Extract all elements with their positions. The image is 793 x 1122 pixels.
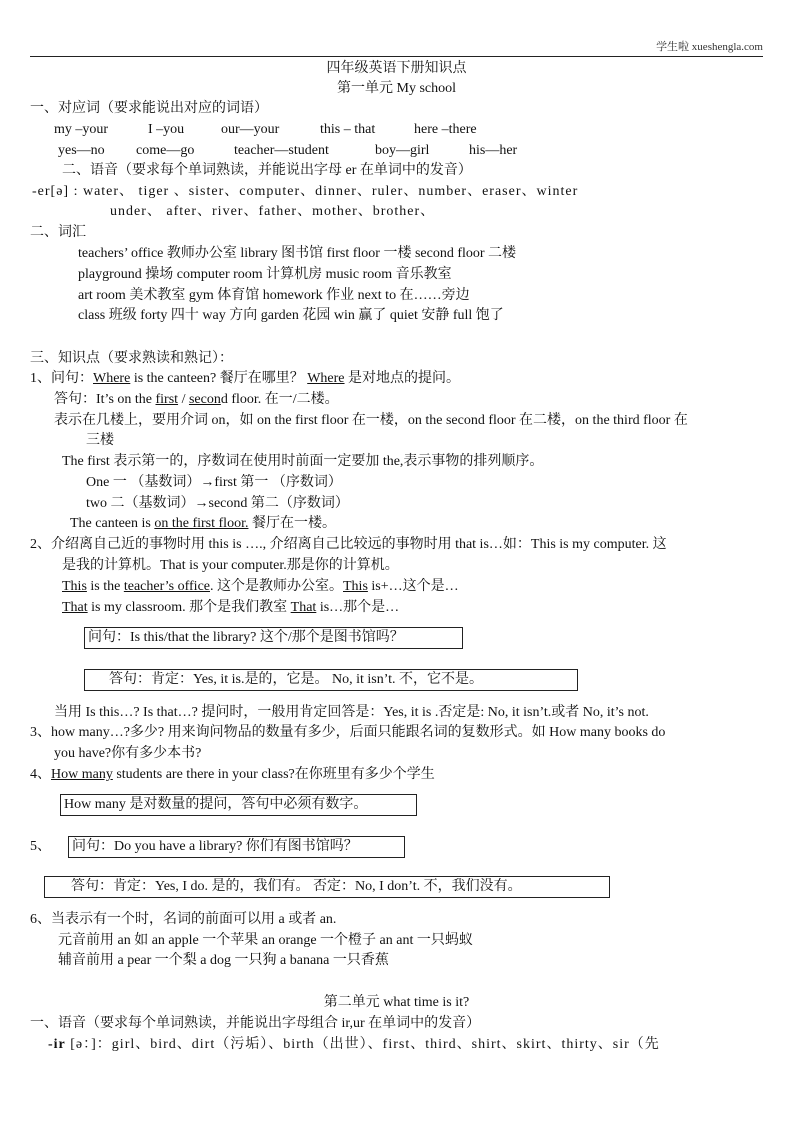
- pair: yes—no: [58, 143, 105, 158]
- example-line: [70, 515, 336, 533]
- explain-line: The first 表示第一的，序数词在使用时前面一定要加 the,表示事物的排列顺序。: [62, 454, 544, 469]
- section-heading: 二、语音（要求每个单词熟读，并能说出字母 er 在单词中的发音）: [62, 163, 472, 178]
- doc-title: 四年级英语下册知识点: [326, 61, 467, 76]
- vocab-line: art room 美术教室 gym 体育馆 homework 作业 next to 在……旁边: [78, 288, 470, 303]
- text-line: 辅音前用 a pear 一个梨 a dog 一只狗 a banana 一只香蕉: [58, 953, 389, 968]
- note-line: 当用 Is this…? Is that…? 提问时，一般用肯定回答是：Yes, it is .否定是: No, it isn’t.或者 No, it’s not.: [54, 705, 649, 720]
- knowledge-point-6: 6、当表示有一个时，名词的前面可以用 a 或者 an.: [30, 912, 337, 927]
- text: The canteen is: [70, 516, 155, 531]
- question-box: 问句：Is this/that the library? 这个/那个是图书馆吗？: [84, 627, 463, 649]
- underlined-word: secon: [188, 392, 221, 407]
- underlined-word: Where: [307, 371, 345, 386]
- pair: boy—girl: [375, 143, 430, 158]
- text: is…那个是…: [316, 600, 400, 615]
- text: is the: [86, 579, 124, 594]
- item-number: 1、: [30, 371, 51, 386]
- pair: my –your: [54, 122, 109, 137]
- text: is the canteen? 餐厅在哪里？: [130, 371, 308, 386]
- underlined-phrase: on the first floor.: [154, 516, 249, 531]
- text: 餐厅在一楼。: [248, 516, 336, 531]
- text: . 这个是教师办公室。: [210, 579, 343, 594]
- text: /: [178, 392, 189, 407]
- underlined-word: That: [62, 600, 88, 615]
- answer-box: 答句：肯定：Yes, it is.是的，它是。 No, it isn’t. 不，它不是。: [84, 669, 578, 691]
- text: d floor. 在一/二楼。: [220, 392, 339, 407]
- ordinal-line: One 一 （基数词）→first 第一 （序数词）: [86, 475, 342, 490]
- knowledge-point-3: 3、how many…?多少? 用来询问物品的数量有多少，后面只能跟名词的复数形式。如 How many books do: [30, 725, 666, 740]
- text: is+…这个是…: [367, 579, 459, 594]
- text: 是对地点的提问。: [344, 371, 461, 386]
- knowledge-point-2: 2、介绍离自己近的事物时用 this is …., 介绍离自己比较远的事物时用 that is…如：This is my computer. 这: [30, 537, 667, 552]
- pair: I –you: [148, 122, 185, 137]
- text-line: 是我的计算机。That is your computer.那是你的计算机。: [62, 558, 399, 573]
- note-box: How many 是对数量的提问，答句中必须有数字。: [60, 794, 417, 816]
- pair: this – that: [320, 122, 376, 137]
- unit1-title: 第一单元 My school: [337, 81, 456, 96]
- phonics-line: [48, 1036, 660, 1054]
- phonics-label: -ir: [48, 1037, 66, 1052]
- pair: come—go: [136, 143, 195, 158]
- text: [ə：]：girl、bird、dirt（污垢）、birth（出世）、first、third、shirt、skirt、thirty、sir（先: [65, 1037, 660, 1052]
- underlined-word: This: [343, 579, 368, 594]
- site-header: 学生啦 xueshengla.com: [656, 41, 763, 53]
- answer-line: [54, 391, 339, 409]
- knowledge-point-1: [30, 370, 460, 388]
- pair: teacher—student: [234, 143, 329, 158]
- section-heading: 一、对应词（要求能说出对应的词语）: [30, 101, 268, 116]
- example-line: [62, 578, 459, 596]
- vocab-line: class 班级 forty 四十 way 方向 garden 花园 win 赢了 quiet 安静 full 饱了: [78, 308, 504, 323]
- answer-box: 答句：肯定：Yes, I do. 是的，我们有。 否定：No, I don’t. 不，我们没有。: [44, 876, 610, 898]
- underlined-phrase: teacher’s office: [123, 579, 210, 594]
- phonics-line: -er[ə] : water、 tiger 、sister、computer、dinner、ruler、number、eraser、winter: [32, 184, 579, 199]
- item-number: 4、: [30, 767, 51, 782]
- knowledge-point-4: [30, 766, 435, 784]
- explain-line: 表示在几楼上，要用介词 on，如 on the first floor 在一楼，on the second floor 在二楼，on the third floor 在: [54, 413, 688, 428]
- example-line: [62, 599, 399, 617]
- underlined-word: Where: [93, 371, 131, 386]
- pair: here –there: [414, 122, 477, 137]
- explain-line: 三楼: [86, 433, 114, 448]
- ordinal-line: two 二（基数词）→second 第二（序数词）: [86, 496, 349, 511]
- question-box: 问句：Do you have a library? 你们有图书馆吗？: [68, 836, 405, 858]
- vocab-line: teachers’ office 教师办公室 library 图书馆 first floor 一楼 second floor 二楼: [78, 246, 517, 261]
- underlined-word: That: [290, 600, 317, 615]
- pair: his—her: [469, 143, 518, 158]
- section-heading: 一、语音（要求每个单词熟读，并能说出字母组合 ir,ur 在单词中的发音）: [30, 1016, 481, 1031]
- vocab-line: playground 操场 computer room 计算机房 music room 音乐教室: [78, 267, 452, 282]
- underlined-word: This: [62, 579, 87, 594]
- text-line: 元音前用 an 如 an apple 一个苹果 an orange 一个橙子 an ant 一只蚂蚁: [58, 933, 473, 948]
- text-line: you have?你有多少本书?: [54, 746, 202, 761]
- text: 答句：It’s on the: [54, 392, 156, 407]
- section-heading: 三、知识点（要求熟读和熟记）：: [30, 351, 233, 366]
- text: students are there in your class?在你班里有多少个学生: [112, 767, 435, 782]
- phonics-line: under、 after、river、father、mother、brother、: [110, 204, 436, 219]
- section-heading: 二、词汇: [30, 225, 86, 240]
- text: is my classroom. 那个是我们教室: [87, 600, 291, 615]
- unit2-title: 第二单元 what time is it?: [323, 995, 470, 1010]
- header-rule: [30, 56, 763, 57]
- item-number: 5、: [30, 839, 51, 854]
- underlined-word: first: [155, 392, 179, 407]
- underlined-phrase: How many: [51, 767, 113, 782]
- text: 问句：: [51, 371, 93, 386]
- pair: our—your: [221, 122, 280, 137]
